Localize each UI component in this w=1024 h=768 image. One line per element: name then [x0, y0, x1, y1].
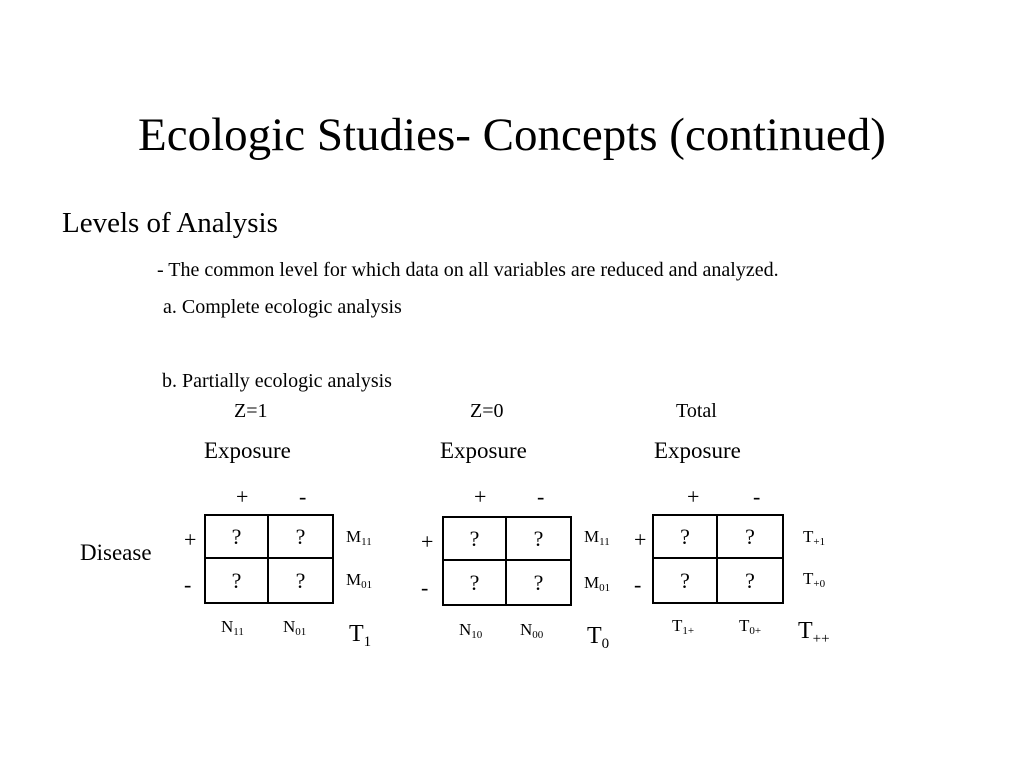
column-total — [459, 620, 483, 641]
grand-total — [798, 618, 830, 647]
column-total-base: N — [283, 617, 296, 636]
disease-sign: + — [634, 527, 647, 552]
column-total-base: T — [672, 616, 683, 635]
row-total — [803, 569, 826, 590]
row-total-subscript: 01 — [361, 579, 373, 591]
row-total-base: T — [803, 569, 814, 588]
disease-sign: - — [634, 572, 642, 597]
column-total-base: N — [459, 620, 472, 639]
table-cell: ? — [444, 518, 507, 561]
exposure-label: Exposure — [204, 438, 291, 463]
row-total — [803, 527, 826, 548]
grand-total-base: T — [349, 621, 364, 647]
column-total-base: T — [739, 616, 750, 635]
grand-total-subscript: 1 — [363, 634, 372, 650]
disease-sign: + — [421, 529, 434, 554]
row-total-base: T — [803, 527, 814, 546]
exposure-label: Exposure — [654, 438, 741, 463]
grand-total-base: T — [587, 623, 602, 649]
group-label: Total — [676, 400, 717, 422]
column-total — [283, 617, 307, 638]
column-total-subscript: 1+ — [682, 625, 695, 637]
column-total-base: N — [520, 620, 533, 639]
disease-sign: - — [421, 575, 429, 600]
exposure-sign: - — [299, 484, 307, 509]
column-total-base: N — [221, 617, 234, 636]
exposure-sign: - — [753, 484, 761, 509]
row-total-base: M — [346, 527, 362, 546]
table-cell: ? — [654, 516, 718, 559]
grand-total-subscript: ++ — [812, 631, 830, 647]
column-total — [739, 616, 762, 637]
bullet-text: - The common level for which data on all variables are reduced and analyzed. — [157, 259, 779, 281]
table-cell: ? — [295, 567, 306, 593]
column-total-subscript: 01 — [295, 626, 307, 638]
column-total-subscript: 10 — [471, 629, 483, 641]
exposure-sign: + — [687, 484, 700, 509]
column-total — [520, 620, 544, 641]
group-label: Z=0 — [470, 400, 504, 422]
slide-title: Ecologic Studies- Concepts (continued) — [138, 109, 886, 161]
exposure-sign: + — [236, 484, 249, 509]
exposure-sign: + — [474, 484, 487, 509]
row-total-base: M — [346, 570, 362, 589]
row-total — [346, 527, 372, 548]
contingency-table — [442, 516, 572, 606]
table-cell: ? — [745, 567, 755, 593]
contingency-table — [204, 514, 334, 604]
row-total-subscript: 01 — [599, 582, 611, 594]
column-total — [221, 617, 244, 638]
item-a-text: a. Complete ecologic analysis — [163, 296, 402, 318]
table-cell: ? — [269, 516, 332, 559]
item-b-text: b. Partially ecologic analysis — [162, 370, 392, 392]
table-cell: ? — [533, 569, 544, 595]
disease-sign: + — [184, 527, 197, 552]
row-total-subscript: 11 — [361, 536, 372, 548]
table-cell: ? — [206, 516, 269, 559]
row-total — [584, 527, 610, 548]
disease-sign: - — [184, 572, 192, 597]
column-total — [672, 616, 695, 637]
row-total-subscript: 11 — [599, 536, 610, 548]
column-total-subscript: 0+ — [749, 625, 762, 637]
column-total-subscript: 00 — [532, 629, 544, 641]
row-total — [584, 573, 611, 594]
exposure-sign: - — [537, 484, 545, 509]
column-total-subscript: 11 — [233, 626, 244, 638]
table-cell: ? — [206, 559, 269, 602]
exposure-label: Exposure — [440, 438, 527, 463]
row-total-base: M — [584, 527, 600, 546]
row-total-subscript: +0 — [813, 578, 826, 590]
group-label: Z=1 — [234, 400, 268, 422]
grand-total-subscript: 0 — [601, 636, 610, 652]
table-cell: ? — [718, 516, 782, 559]
table-cell: ? — [654, 559, 718, 602]
row-total-subscript: +1 — [813, 536, 826, 548]
row-total — [346, 570, 373, 591]
contingency-table — [652, 514, 784, 604]
disease-row-label: Disease — [80, 540, 152, 565]
subheading: Levels of Analysis — [62, 207, 278, 239]
grand-total-base: T — [798, 618, 813, 644]
table-cell: ? — [444, 561, 507, 604]
grand-total — [587, 623, 610, 652]
table-cell: ? — [507, 518, 570, 561]
grand-total — [349, 621, 372, 650]
row-total-base: M — [584, 573, 600, 592]
